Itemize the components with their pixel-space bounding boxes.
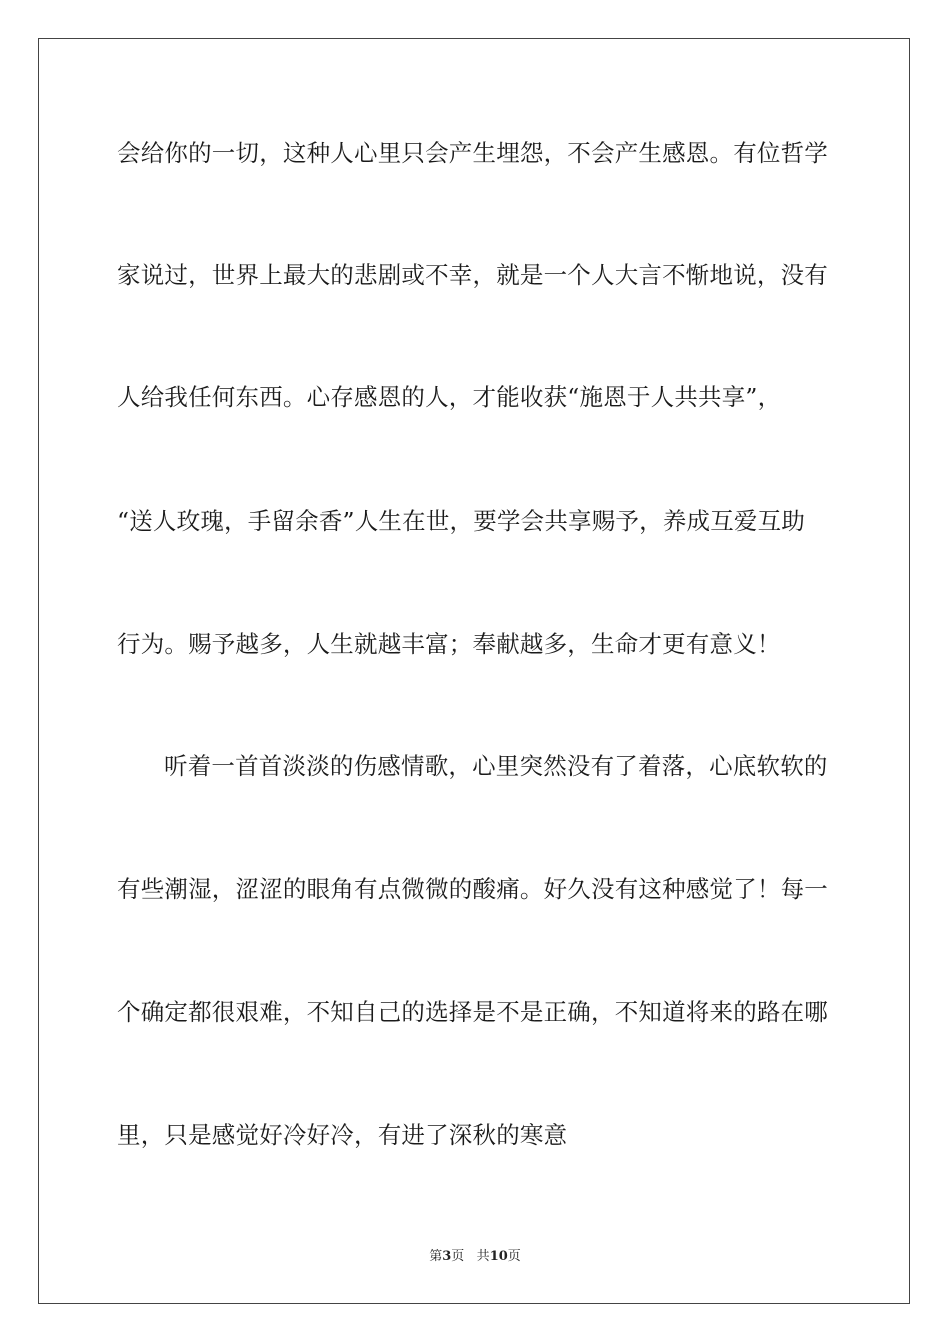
total-prefix: 共 (476, 1249, 490, 1264)
text-line: 行为。赐予越多，人生就越丰富；奉献越多，生命才更有意义！ (117, 630, 781, 658)
total-pages: 10 (489, 1249, 508, 1264)
text-line: 听着一首首淡淡的伤感情歌，心里突然没有了着落，心底软软的 (164, 752, 828, 780)
text-line: 会给你的一切，这种人心里只会产生埋怨，不会产生感恩。有位哲学 (117, 139, 828, 167)
page-suffix: 页 (451, 1249, 465, 1264)
total-suffix: 页 (507, 1249, 521, 1264)
page-footer (0, 1248, 950, 1266)
text-line: “送人玫瑰，手留余香”人生在世，要学会共享赐予，养成互爱互助 (117, 507, 806, 535)
text-line: 人给我任何东西。心存感恩的人，才能收获“施恩于人共共享”， (117, 383, 782, 411)
page-prefix: 第 (429, 1249, 443, 1264)
text-line: 个确定都很艰难，不知自己的选择是不是正确，不知道将来的路在哪 (117, 998, 828, 1026)
page-border (38, 38, 910, 1304)
text-line: 里，只是感觉好冷好冷，有进了深秋的寒意 (117, 1121, 568, 1149)
text-line: 家说过，世界上最大的悲剧或不幸，就是一个人大言不惭地说，没有 (117, 261, 828, 289)
page-number: 3 (442, 1249, 452, 1264)
text-line: 有些潮湿，涩涩的眼角有点微微的酸痛。好久没有这种感觉了！每一 (117, 875, 828, 903)
